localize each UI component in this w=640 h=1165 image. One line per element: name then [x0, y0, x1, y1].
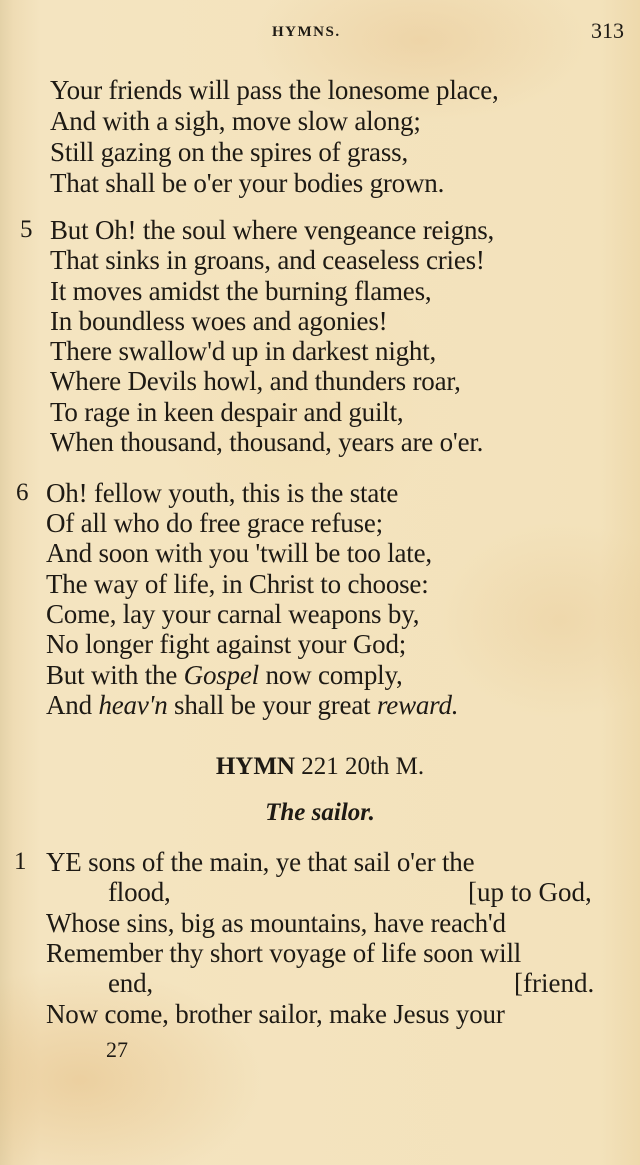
verse-line: Where Devils howl, and thunders roar, — [50, 366, 461, 396]
running-title: HYMNS. — [272, 24, 341, 40]
verse-line: Remember thy short voyage of life soon will — [46, 938, 522, 968]
verse-line — [46, 660, 403, 690]
italic-text: reward. — [376, 690, 459, 720]
verse-line: That shall be o'er your bodies grown. — [50, 168, 445, 198]
verse-line: In boundless woes and agonies! — [50, 306, 388, 336]
stanza-number: 6 — [16, 479, 29, 506]
verse-line: And soon with you 'twill be too late, — [46, 538, 432, 568]
verse-line: But Oh! the soul where vengeance reigns, — [50, 215, 495, 245]
verse-line: Now come, brother sailor, make Jesus your — [46, 999, 505, 1029]
italic-text: heav'n — [98, 690, 168, 720]
italic-text: Gospel — [183, 660, 259, 690]
hymn-subtitle: The sailor. — [265, 799, 375, 826]
stanza-number: 5 — [20, 216, 33, 243]
verse-line: flood, — [108, 877, 171, 907]
verse-line: The way of life, in Christ to choose: — [46, 569, 429, 599]
signature-mark: 27 — [106, 1037, 128, 1062]
verse-line: Your friends will pass the lonesome place, — [50, 75, 499, 105]
text: But with the — [46, 660, 184, 690]
text: now comply, — [258, 660, 403, 690]
verse-line: No longer fight against your God; — [46, 629, 407, 659]
verse-line: Come, lay your carnal weapons by, — [46, 599, 420, 629]
verse-line: end, — [108, 968, 153, 998]
verse-turnover: [friend. — [514, 968, 595, 998]
page-number: 313 — [591, 18, 624, 43]
text: And — [46, 690, 99, 720]
verse-line — [46, 690, 458, 720]
verse-line: It moves amidst the burning flames, — [50, 276, 432, 306]
running-head — [0, 18, 640, 44]
verse-turnover: [up to God, — [468, 877, 592, 907]
verse-line: And with a sigh, move slow along; — [50, 106, 421, 136]
verse-line: To rage in keen despair and guilt, — [50, 397, 404, 427]
verse-line: There swallow'd up in darkest night, — [50, 336, 437, 366]
verse-line: When thousand, thousand, years are o'er. — [50, 427, 484, 457]
text: shall be your great — [167, 690, 377, 720]
verse-line: Oh! fellow youth, this is the state — [46, 478, 399, 508]
verse-line: That sinks in groans, and ceaseless cries! — [50, 245, 485, 275]
hymn-label: HYMN — [215, 753, 295, 780]
stanza-number: 1 — [14, 848, 27, 875]
verse-line: Still gazing on the spires of grass, — [50, 137, 408, 167]
verse-line: Whose sins, big as mountains, have reach'd — [46, 908, 506, 938]
verse-line: YE sons of the main, ye that sail o'er the — [46, 847, 475, 877]
hymn-heading — [0, 752, 640, 782]
verse-line: Of all who do free grace refuse; — [46, 508, 383, 538]
hymn-meter: 221 20th M. — [301, 753, 425, 780]
